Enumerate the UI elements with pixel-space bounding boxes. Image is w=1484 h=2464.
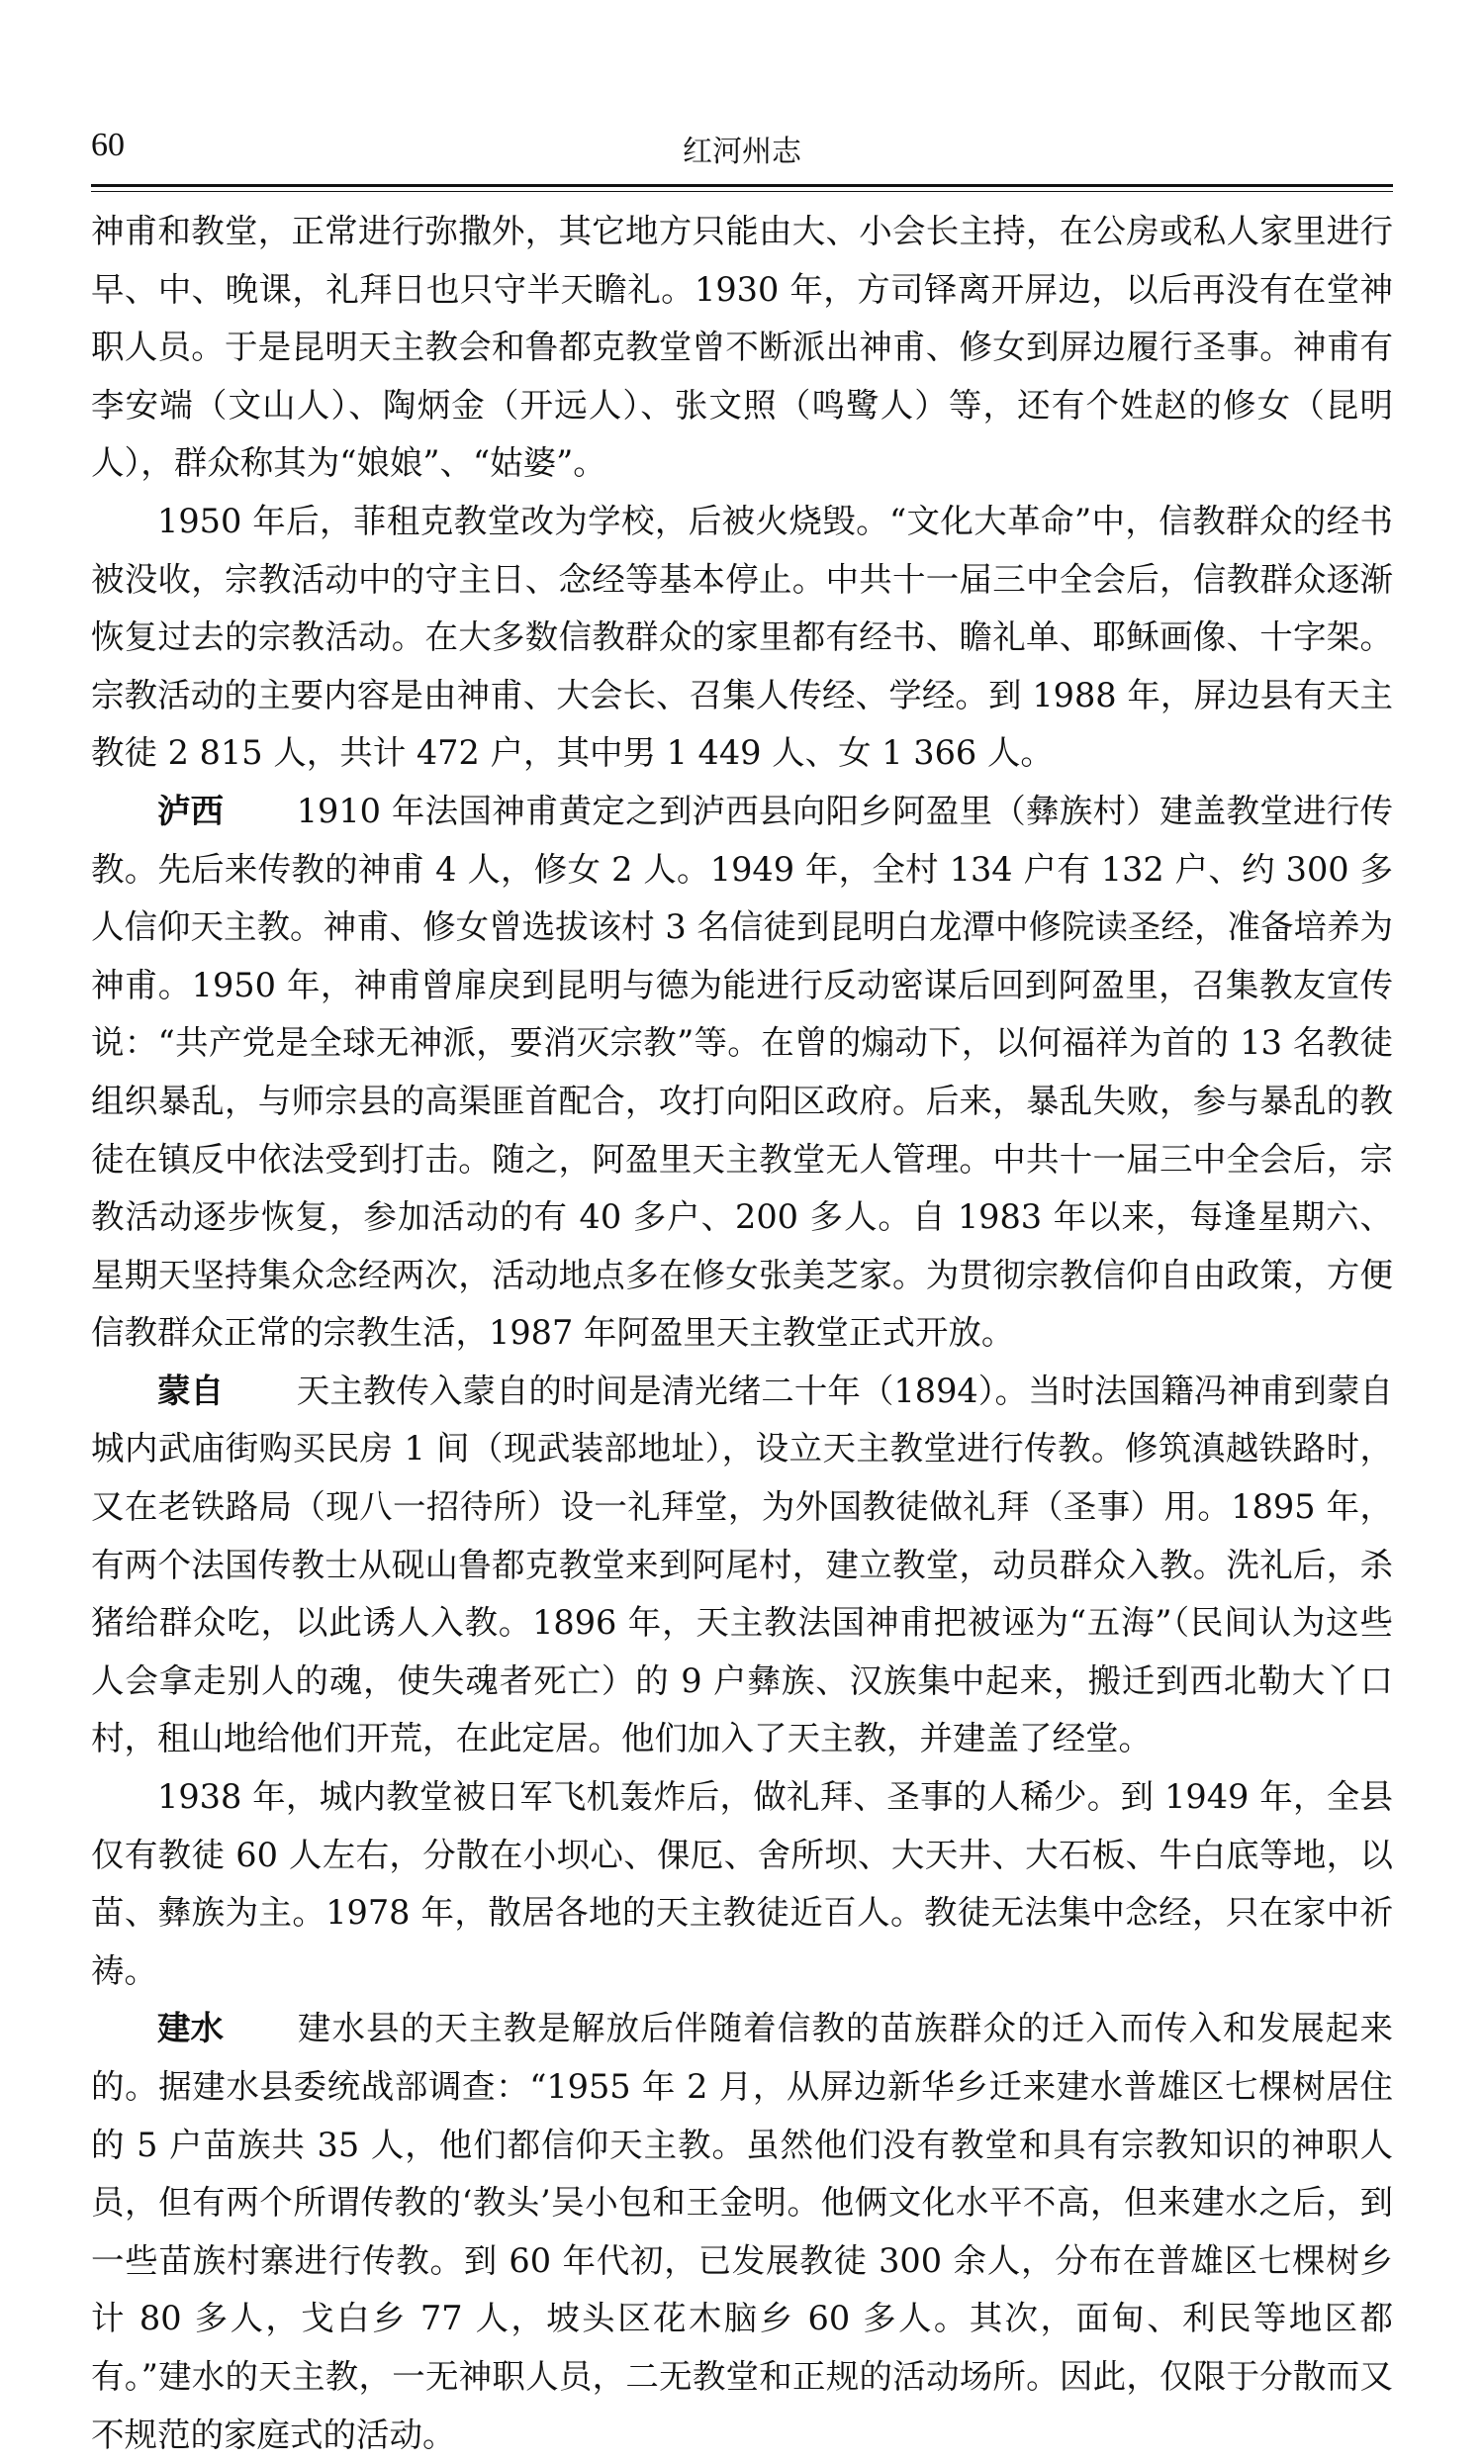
running-title: 红河州志 [683, 135, 801, 169]
page-number: 60 [91, 127, 125, 163]
section-heading-mengzi: 蒙自 [157, 1371, 224, 1410]
body-text [91, 203, 1393, 2464]
paragraph: 神甫和教堂，正常进行弥撒外，其它地方只能由大、小会长主持，在公房或私人家里进行早、中、晚课，礼拜日也只守半天瞻礼。1930 年，方司铎离开屏边，以后再没有在堂神职人员。于是昆明天主教会和鲁都克教堂曾不断派出神甫、修女到屏边履行圣事。神甫有李安端（文山人）、陶炳金（开远人）、张文照（鸣鹭人）等，还有个姓赵的修女（昆明人），群众称其为“娘娘”、“姑婆”。 [91, 212, 1393, 483]
section-paragraph-luxi: 泸西 1910 年法国神甫黄定之到泸西县向阳乡阿盈里（彝族村）建盖教堂进行传教。先后来传教的神甫 4 人，修女 2 人。1949 年，全村 134 户有 132 户、约 300 多人信仰天主教。神甫、修女曾选拔该村 3 名信徒到昆明白龙潭中修院读圣经，准备培养为神甫。1950 年，神甫曾扉戾到昆明与德为能进行反动密谋后回到阿盈里，召集教友宣传说：“共产党是全球无神派，要消灭宗教”等。在曾的煽动下，以何福祥为首的 13 名教徒组织暴乱，与师宗县的高渠匪首配合，攻打向阳区政府。后来，暴乱失败，参与暴乱的教徒在镇反中依法受到打击。随之，阿盈里天主教堂无人管理。中共十一届三中全会后，宗教活动逐步恢复，参加活动的有 40 多户、200 多人。自 1983 年以来，每逢星期六、星期天坚持集众念经两次，活动地点多在修女张美芝家。为贯彻宗教信仰自由政策，方便信教群众正常的宗教生活，1987 年阿盈里天主教堂正式开放。 [91, 783, 1393, 1363]
section-heading-jianshui: 建水 [157, 2009, 224, 2048]
page-header [91, 127, 1393, 186]
section-heading-luxi: 泸西 [157, 791, 224, 830]
section-paragraph-jianshui: 建水 建水县的天主教是解放后伴随着信教的苗族群众的迁入而传入和发展起来的。据建水县委统战部调查：“1955 年 2 月，从屏边新华乡迁来建水普雄区七棵树居住的 5 户苗族共 35 人，他们都信仰天主教。虽然他们没有教堂和具有宗教知识的神职人员，但有两个所谓传教的‘教头’吴小包和王金明。他俩文化水平不高，但来建水之后，到一些苗族村寨进行传教。到 60 年代初，已发展教徒 300 余人，分布在普雄区七棵树乡计 80 多人，戈白乡 77 人，坡头区花木脑乡 60 多人。其次，面甸、利民等地区都有。”建水的天主教，一无神职人员，二无教堂和正规的活动场所。因此，仅限于分散而又不规范的家庭式的活动。 [91, 2000, 1393, 2464]
section-paragraph-mengzi: 蒙自 天主教传入蒙自的时间是清光绪二十年（1894）。当时法国籍冯神甫到蒙自城内武庙街购买民房 1 间（现武装部地址），设立天主教堂进行传教。修筑滇越铁路时，又在老铁路局（现八一招待所）设一礼拜堂，为外国教徒做礼拜（圣事）用。1895 年，有两个法国传教士从砚山鲁都克教堂来到阿尾村，建立教堂，动员群众入教。洗礼后，杀猪给群众吃，以此诱人入教。1896 年，天主教法国神甫把被诬为“五海”（民间认为这些人会拿走别人的魂，使失魂者死亡）的 9 户彝族、汉族集中起来，搬迁到西北勒大丫口村，租山地给他们开荒，在此定居。他们加入了天主教，并建盖了经堂。 [91, 1363, 1393, 1768]
paragraph: 1950 年后，菲租克教堂改为学校，后被火烧毁。“文化大革命”中，信教群众的经书被没收，宗教活动中的守主日、念经等基本停止。中共十一届三中全会后，信教群众逐渐恢复过去的宗教活动。在大多数信教群众的家里都有经书、瞻礼单、耶稣画像、十字架。宗教活动的主要内容是由神甫、大会长、召集人传经、学经。到 1988 年，屏边县有天主教徒 2 815 人，共计 472 户，其中男 1 449 人、女 1 366 人。 [91, 501, 1393, 773]
header-rule-thick [91, 184, 1393, 187]
header-rule-thin [91, 191, 1393, 192]
paragraph: 1938 年，城内教堂被日军飞机轰炸后，做礼拜、圣事的人稀少。到 1949 年，全县仅有教徒 60 人左右，分散在小坝心、倮厄、舍所坝、大天井、大石板、牛白底等地，以苗、彝族为主。1978 年，散居各地的天主教徒近百人。教徒无法集中念经，只在家中祈祷。 [91, 1777, 1393, 1990]
